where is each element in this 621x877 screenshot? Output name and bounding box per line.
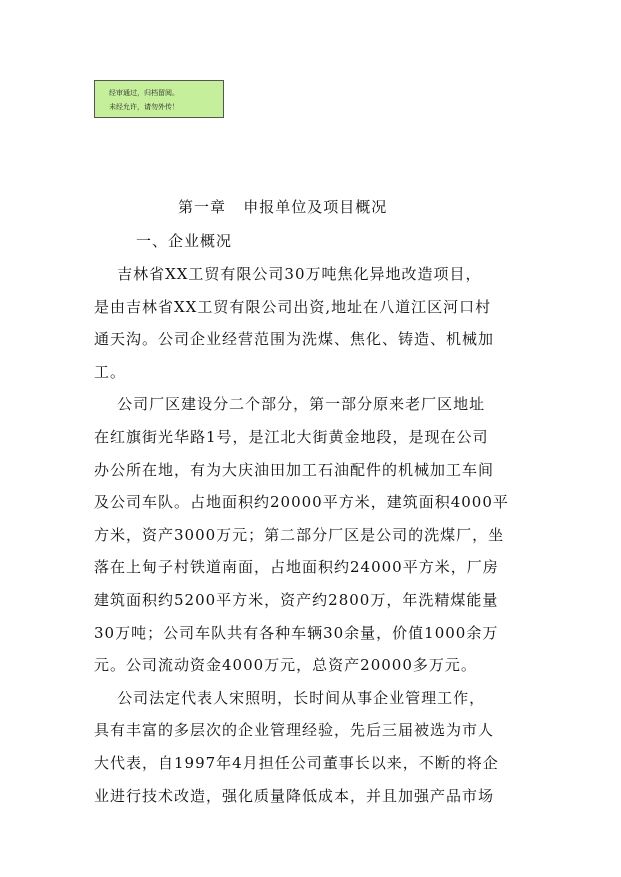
- text-line: 是由吉林省XX工贸有限公司出资,地址在八道江区河口村: [94, 297, 492, 316]
- stamp-line-1: 经审通过，归档留阅。: [109, 89, 179, 97]
- stamp-line-2: 未经允许，请勿外传！: [109, 103, 179, 111]
- text-line: 落在上甸子村铁道南面，占地面积约24000平方米，厂房: [94, 558, 499, 577]
- text-line: 方米，资产3000万元；第二部分厂区是公司的洗煤厂，坐: [94, 525, 505, 544]
- body-text: [94, 258, 524, 812]
- text-line: 元。公司流动资金4000万元，总资产20000多万元。: [94, 656, 477, 675]
- text-line: 建筑面积约5200平方米，资产约2800万，年洗精煤能量: [94, 590, 499, 609]
- text-line: 公司厂区建设分二个部分，第一部分原来老厂区地址: [94, 395, 486, 414]
- text-line: 大代表，自1997年4月担任公司董事长以来，不断的将企: [94, 753, 499, 772]
- text-line: 吉林省XX工贸有限公司30万吨焦化异地改造项目，: [94, 265, 482, 283]
- chapter-title: 第一章 申报单位及项目概况: [178, 198, 388, 216]
- text-line: 具有丰富的多层次的企业管理经验，先后三届被选为市人: [94, 721, 495, 740]
- text-line: 工。: [94, 362, 127, 381]
- text-line: 及公司车队。占地面积约20000平方米，建筑面积4000平: [94, 493, 509, 512]
- text-line: 通天沟。公司企业经营范围为洗煤、焦化、铸造、机械加: [94, 330, 495, 349]
- text-line: 业进行技术改造，强化质量降低成本，并且加强产品市场: [94, 786, 495, 805]
- text-line: 办公所在地，有为大庆油田加工石油配件的机械加工车间: [94, 460, 495, 479]
- watermark-stamp: [94, 80, 224, 118]
- text-line: 公司法定代表人宋照明，长时间从事企业管理工作，: [94, 688, 486, 707]
- text-line: 在红旗街光华路1号，是江北大街黄金地段，是现在公司: [94, 427, 489, 446]
- section-title: 一、企业概况: [136, 232, 233, 250]
- text-line: 30万吨；公司车队共有各种车辆30余量，价值1000余万: [94, 623, 499, 642]
